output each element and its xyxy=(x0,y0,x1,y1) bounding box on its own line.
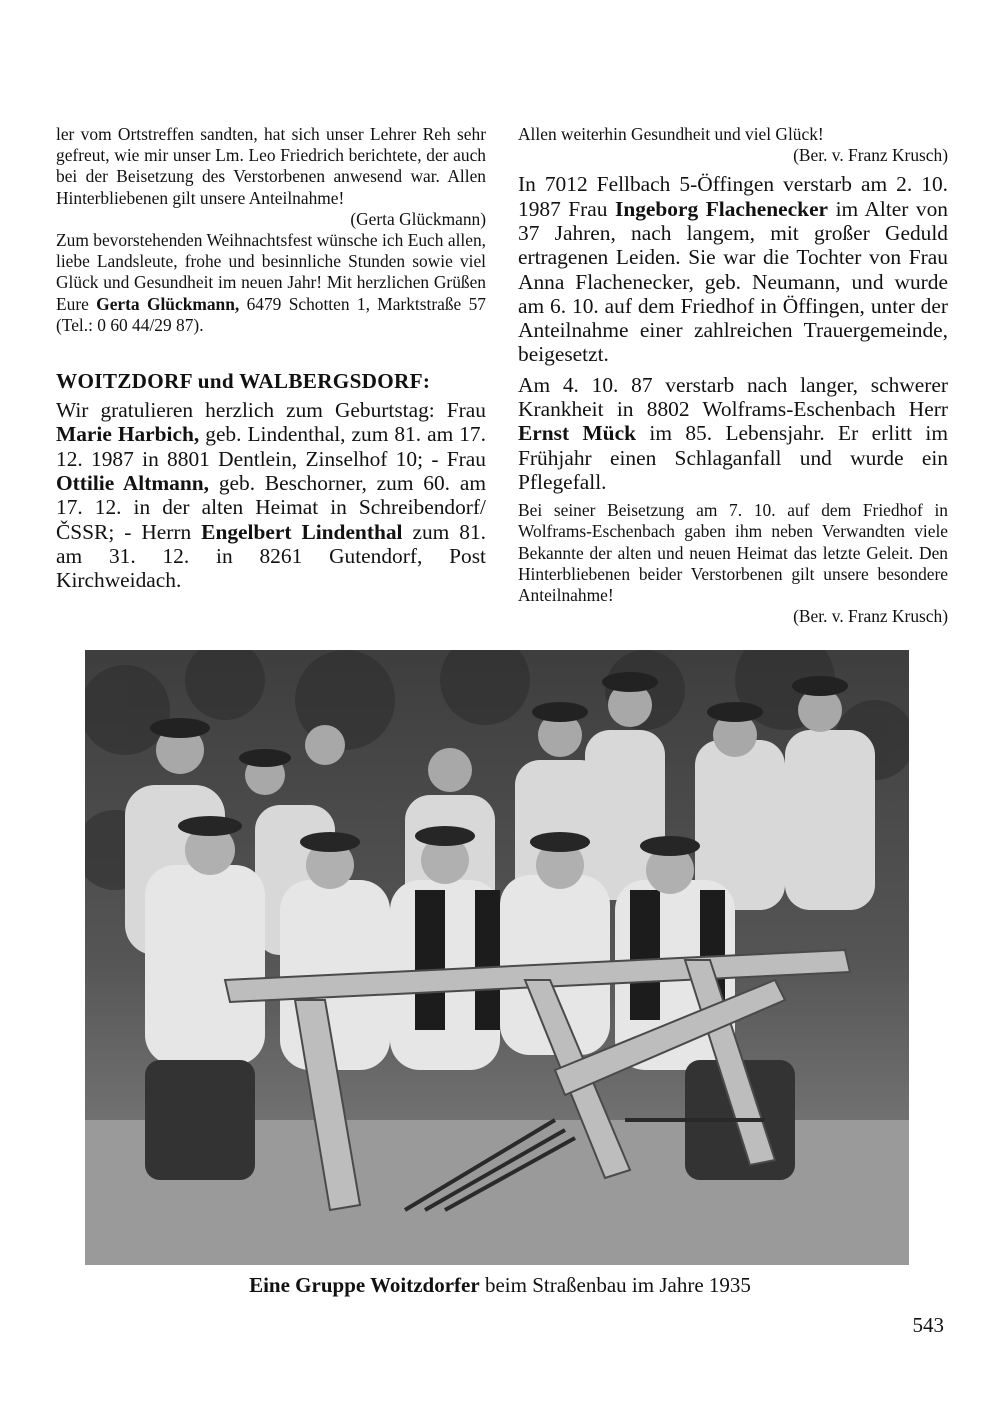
photo-caption xyxy=(0,1272,1000,1298)
right-column xyxy=(518,124,948,627)
caption-bold: Eine Gruppe Woitzdorfer xyxy=(249,1273,480,1297)
left-paragraph-1: ler vom Ortstreffen sandten, hat sich unser Lehrer Reh sehr gefreut, wie mir unser Lm. Leo Friedrich berichtete, der auch bei der Beisetzung des Verstorbenen anwesend war. Allen Hinterbliebenen gilt unsere Anteilnahme! (Gerta Glückmann) xyxy=(56,124,486,229)
name-marie-harbich: Marie Harbich, xyxy=(56,422,200,447)
group-photo xyxy=(85,650,909,1265)
right-signature-1: (Ber. v. Franz Krusch) xyxy=(793,145,948,166)
name-ingeborg-flachenecker: Ingeborg Flachenecker xyxy=(615,196,829,221)
name-engelbert-lindenthal: Engelbert Lindenthal xyxy=(201,519,403,544)
left-column xyxy=(56,124,486,592)
right-signature-2: (Ber. v. Franz Krusch) xyxy=(793,606,948,627)
caption-rest: beim Straßenbau im Jahre 1935 xyxy=(479,1273,751,1297)
left-paragraph-3: Wir gratulieren herzlich zum Geburtstag: Frau Marie Harbich, geb. Lindenthal, zum 81. am 17. 12. 1987 in 8801 Dentlein, Zinselhof 10; - Frau Ottilie Altmann, geb. Beschorner, zum 60. am 17. 12. in der alten Heimat in Schreibendorf/ČSSR; - Herrn Engelbert Lindenthal zum 81. am 31. 12. in 8261 Gutendorf, Post Kirchweidach. xyxy=(56,398,486,593)
group-photo-illustration xyxy=(85,650,909,1265)
left-paragraph-2: Zum bevorstehenden Weihnachtsfest wünsche ich Euch allen, liebe Landsleute, frohe und besinnliche Stunden sowie viel Glück und Gesundheit im neuen Jahr! Mit herzlichen Grüßen Eure Gerta Glückmann, 6479 Schotten 1, Marktstraße 57 (Tel.: 0 60 44/29 87). xyxy=(56,230,486,335)
left-signature-1: (Gerta Glückmann) xyxy=(350,208,486,229)
right-paragraph-4: Bei seiner Beisetzung am 7. 10. auf dem Friedhof in Wolframs-Eschenbach gaben ihm neben Verwandten viele Bekannte der alten und neuen Heimat das letzte Geleit. Den Hinterbliebenen beider Verstorbenen gilt unsere besondere Anteilnahme! (Ber. v. Franz Krusch) xyxy=(518,500,948,627)
name-gerta-glueckmann: Gerta Glückmann, xyxy=(96,293,240,314)
page-number: 543 xyxy=(912,1313,944,1337)
name-ernst-mueck: Ernst Mück xyxy=(518,421,636,446)
right-paragraph-2: In 7012 Fellbach 5-Öffingen verstarb am 2. 10. 1987 Frau Ingeborg Flachenecker im Alter von 37 Jahren, nach langem, mit großer Geduld ertragenen Leiden. Sie war die Tochter von Frau Anna Flachenecker, geb. Neumann, und wurde am 6. 10. auf dem Friedhof in Öffingen, unter der Anteilnahme einer zahlreichen Trauergemeinde, beigesetzt. xyxy=(518,172,949,367)
section-heading: WOITZDORF und WALBERGSDORF: xyxy=(56,369,431,394)
name-ottilie-altmann: Ottilie Altmann, xyxy=(56,470,210,495)
right-paragraph-3: Am 4. 10. 87 verstarb nach langer, schwerer Krankheit in 8802 Wolframs-Eschenbach Herr Ernst Mück im 85. Lebensjahr. Er erlitt im Frühjahr einen Schlaganfall und wurde ein Pflegefall. xyxy=(518,372,948,494)
right-paragraph-1: Allen weiterhin Gesundheit und viel Glück! (Ber. v. Franz Krusch) xyxy=(518,124,948,166)
